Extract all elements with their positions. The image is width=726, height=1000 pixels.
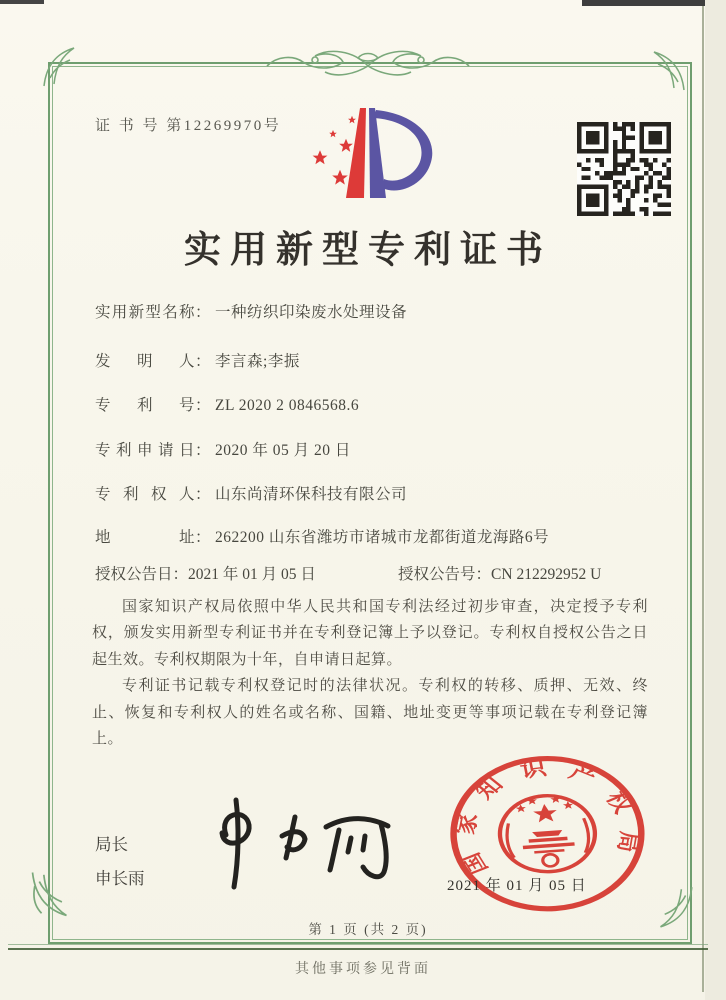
field-row: 专利申请日： 2020 年 05 月 20 日 bbox=[95, 438, 640, 460]
field-label: 专利申请日 bbox=[95, 442, 195, 459]
grant-row: 授权公告日：2021 年 01 月 05 日 授权公告号：CN 212292952 U bbox=[95, 566, 602, 583]
legal-text bbox=[92, 594, 648, 752]
field-value: 一种纺织印染废水处理设备 bbox=[215, 304, 408, 321]
field-value: 李言森;李振 bbox=[215, 353, 300, 370]
back-note: 其他事项参见背面 bbox=[295, 962, 431, 977]
scan-artifact bbox=[705, 0, 726, 1000]
page-edge-line bbox=[8, 944, 708, 945]
field-label: 发明人 bbox=[95, 353, 195, 370]
field-row: 实用新型名称： 一种纺织印染废水处理设备 bbox=[95, 300, 640, 322]
official-seal-icon bbox=[436, 745, 658, 923]
signer-title: 局长 bbox=[95, 835, 128, 854]
field-value: 2020 年 05 月 20 日 bbox=[215, 442, 351, 459]
legal-paragraph: 专利证书记载专利权登记时的法律状况。专利权的转移、质押、无效、终止、恢复和专利权人的姓名或名称、国籍、地址变更等事项记载在专利登记簿上。 bbox=[92, 678, 648, 747]
legal-paragraph: 国家知识产权局依照中华人民共和国专利法经过初步审查，决定授予专利权，颁发实用新型专利证书并在专利登记簿上予以登记。专利权自授权公告之日起生效。专利权期限为十年，自申请日起算。 bbox=[92, 599, 648, 668]
page-number: 第 1 页 (共 2 页) bbox=[308, 922, 428, 937]
grant-no-value: CN 212292952 U bbox=[491, 566, 602, 583]
signer-block bbox=[95, 828, 145, 896]
seal-text: 国家知识产权局 bbox=[450, 756, 644, 878]
certificate-number: 证 书 号 第12269970号 bbox=[95, 118, 282, 134]
field-row: 发明人： 李言森;李振 bbox=[95, 349, 640, 371]
field-value: ZL 2020 2 0846568.6 bbox=[215, 397, 360, 414]
grant-date-value: 2021 年 01 月 05 日 bbox=[188, 566, 316, 583]
field-row: 专利号： ZL 2020 2 0846568.6 bbox=[95, 393, 640, 415]
field-row: 地址： 262200 山东省潍坊市诸城市龙都街道龙海路6号 bbox=[95, 525, 640, 547]
signature-icon bbox=[198, 795, 413, 895]
page-title: 实用新型专利证书 bbox=[184, 230, 552, 271]
field-label: 专利号 bbox=[95, 397, 195, 414]
signer-name: 申长雨 bbox=[95, 868, 145, 888]
cnipa-logo-icon bbox=[288, 98, 446, 214]
field-value: 山东尚清环保科技有限公司 bbox=[215, 486, 408, 503]
field-label: 地址 bbox=[95, 529, 195, 546]
corner-flourish-icon bbox=[28, 866, 80, 922]
top-center-flourish-icon bbox=[263, 44, 473, 88]
grant-no-label: 授权公告号 bbox=[398, 566, 476, 583]
seal-date: 2021 年 01 月 05 日 bbox=[447, 878, 587, 894]
qr-code bbox=[577, 122, 671, 216]
corner-flourish-icon bbox=[642, 48, 688, 94]
field-label: 实用新型名称 bbox=[95, 304, 195, 321]
scan-artifact bbox=[702, 6, 704, 992]
field-label: 专利权人 bbox=[95, 486, 195, 503]
page-edge-line bbox=[8, 948, 708, 950]
scan-artifact bbox=[0, 0, 44, 4]
field-row: 专利权人： 山东尚清环保科技有限公司 bbox=[95, 482, 640, 504]
corner-flourish-icon bbox=[40, 44, 86, 90]
field-value: 262200 山东省潍坊市诸城市龙都街道龙海路6号 bbox=[215, 529, 550, 546]
grant-date-label: 授权公告日 bbox=[95, 566, 173, 583]
national-emblem bbox=[496, 793, 599, 875]
